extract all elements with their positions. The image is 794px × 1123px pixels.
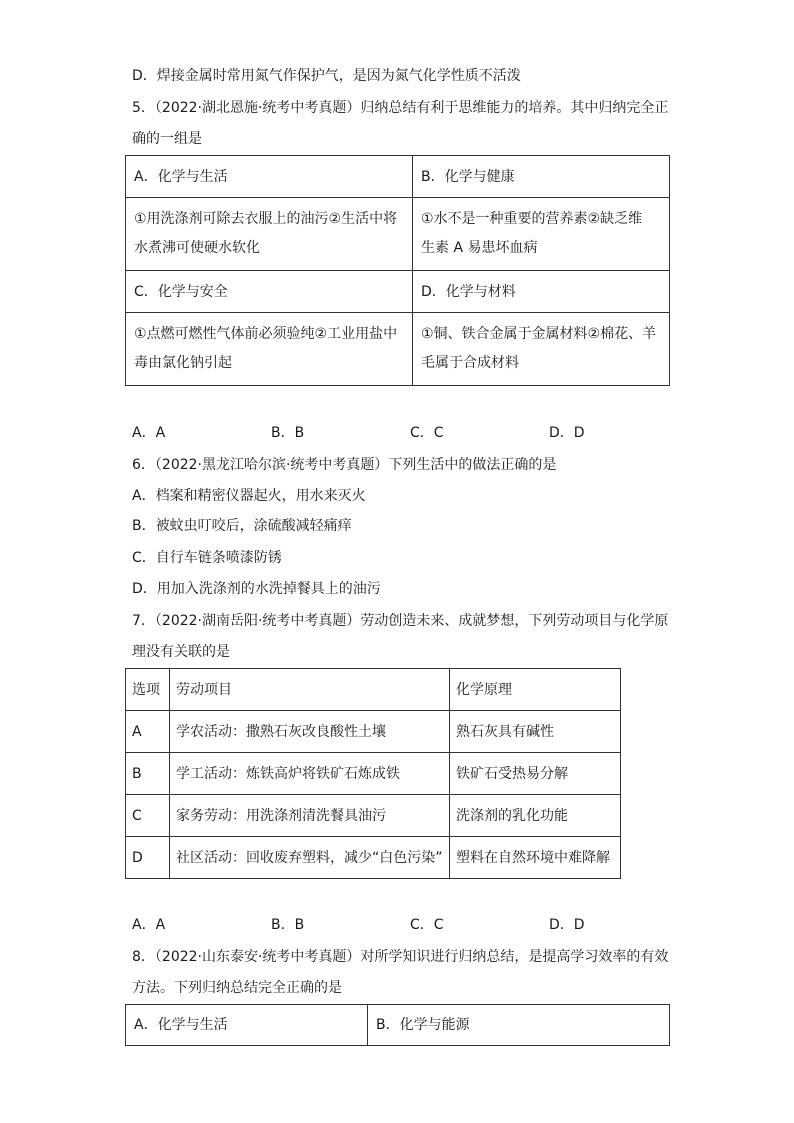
- q7-row-a-option: A: [126, 711, 170, 753]
- q5-b-body-line2: 生素 A 易患坏血病: [421, 240, 538, 256]
- q5-choice-d[interactable]: D．D: [549, 425, 585, 441]
- q5-d-body-line2: 毛属于合成材料: [421, 355, 519, 371]
- q5-table: [125, 155, 670, 386]
- q5-cell-c-title: C．化学与安全: [126, 271, 413, 313]
- q6-option-d[interactable]: D．用加入洗涤剂的水洗掉餐具上的油污: [132, 581, 381, 597]
- q7-table: [125, 668, 621, 879]
- q5-a-body-line1: ①用洗涤剂可除去衣服上的油污②生活中将: [134, 211, 398, 227]
- q5-c-body-line1: ①点燃可燃性气体前必须验纯②工业用盐中: [134, 326, 398, 342]
- q7-header-principle: 化学原理: [450, 669, 621, 711]
- q7-header-option: 选项: [126, 669, 170, 711]
- q5-stem-line1: 5．（2022·湖北恩施·统考中考真题）归纳总结有利于思维能力的培养。其中归纳完全正: [132, 100, 669, 116]
- q7-header-project: 劳动项目: [170, 669, 450, 711]
- q7-stem-line1: 7．（2022·湖南岳阳·统考中考真题）劳动创造未来、成就梦想，下列劳动项目与化学原: [132, 613, 669, 629]
- table-row: [126, 711, 621, 753]
- q8-cell-b-title: B．化学与能源: [368, 1005, 670, 1046]
- q5-cell-b-title: B．化学与健康: [413, 156, 670, 198]
- q7-row-d-principle: 塑料在自然环境中难降解: [450, 837, 621, 879]
- table-row: [126, 753, 621, 795]
- q6-option-c[interactable]: C．自行车链条喷漆防锈: [132, 550, 282, 566]
- table-row: [126, 837, 621, 879]
- q5-cell-d-title: D．化学与材料: [413, 271, 670, 313]
- q7-stem-line2: 理没有关联的是: [132, 644, 230, 660]
- q7-row-b-project: 学工活动：炼铁高炉将铁矿石炼成铁: [170, 753, 450, 795]
- q7-choice-d[interactable]: D．D: [549, 917, 585, 933]
- q7-row-c-option: C: [126, 795, 170, 837]
- q5-cell-a-body: [126, 198, 413, 271]
- q8-cell-a-title: A．化学与生活: [126, 1005, 368, 1046]
- q7-row-a-project: 学农活动：撒熟石灰改良酸性土壤: [170, 711, 450, 753]
- q6-stem: 6．（2022·黑龙江哈尔滨·统考中考真题）下列生活中的做法正确的是: [132, 457, 557, 473]
- table-row: [126, 795, 621, 837]
- q7-choice-a[interactable]: A．A: [132, 917, 166, 933]
- q5-a-body-line2: 水煮沸可使硬水软化: [134, 240, 260, 256]
- q7-row-d-project: 社区活动：回收废弃塑料，减少“白色污染”: [170, 837, 450, 879]
- q7-row-d-option: D: [126, 837, 170, 879]
- q7-row-a-principle: 熟石灰具有碱性: [450, 711, 621, 753]
- q5-cell-c-body: [126, 313, 413, 386]
- q7-choice-b[interactable]: B．B: [271, 917, 305, 933]
- q8-stem-line2: 方法。下列归纳总结完全正确的是: [132, 980, 342, 996]
- q5-d-body-line1: ①铜、铁合金属于金属材料②棉花、羊: [421, 326, 657, 342]
- q5-choice-a[interactable]: A．A: [132, 425, 166, 441]
- q5-c-body-line2: 毒由氯化钠引起: [134, 355, 232, 371]
- q5-choices: [132, 423, 692, 443]
- q6-option-a[interactable]: A．档案和精密仪器起火，用水来灭火: [132, 488, 366, 504]
- q5-b-body-line1: ①水不是一种重要的营养素②缺乏维: [421, 211, 643, 227]
- q7-row-b-principle: 铁矿石受热易分解: [450, 753, 621, 795]
- q5-cell-d-body: [413, 313, 670, 386]
- q7-choices: [132, 915, 692, 935]
- q4-option-d: D．焊接金属时常用氮气作保护气，是因为氮气化学性质不活泼: [132, 68, 521, 84]
- q8-stem-line1: 8．（2022·山东泰安·统考中考真题）对所学知识进行归纳总结，是提高学习效率的有效: [132, 949, 669, 965]
- q5-cell-a-title: A．化学与生活: [126, 156, 413, 198]
- q5-choice-c[interactable]: C．C: [410, 425, 444, 441]
- q6-option-b[interactable]: B．被蚊虫叮咬后，涂硫酸减轻痛痒: [132, 518, 352, 534]
- q8-table: [125, 1004, 670, 1046]
- q7-row-b-option: B: [126, 753, 170, 795]
- q5-stem-line2: 确的一组是: [132, 131, 202, 147]
- q7-choice-c[interactable]: C．C: [410, 917, 444, 933]
- q5-cell-b-body: [413, 198, 670, 271]
- q7-row-c-principle: 洗涤剂的乳化功能: [450, 795, 621, 837]
- q5-choice-b[interactable]: B．B: [271, 425, 305, 441]
- q7-row-c-project: 家务劳动：用洗涤剂清洗餐具油污: [170, 795, 450, 837]
